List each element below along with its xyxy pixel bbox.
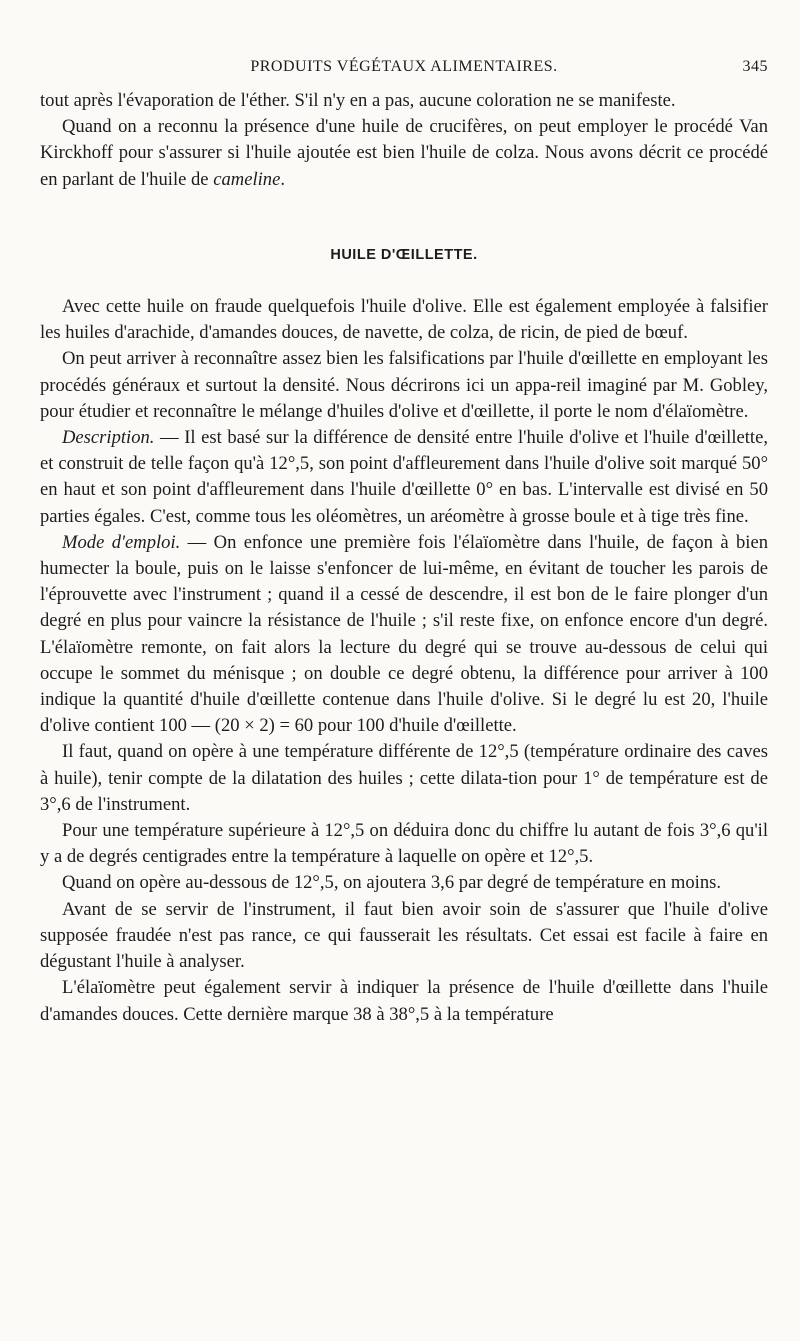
page-number: 345 [742, 58, 768, 75]
paragraph-rance: Avant de se servir de l'instrument, il faut bien avoir soin de s'assurer que l'huile d'olive supposée fraudée n'est pas rance, ce qui fausserait les résultats. Cet essai est facile à faire en dégustant l'huile à analyser. [40, 898, 768, 973]
paragraph-fraud: Avec cette huile on fraude quelquefois l'huile d'olive. Elle est également employée à falsifier les huiles d'arachide, d'amandes douces, de navette, de colza, de ricin, de pied de bœuf. [40, 296, 768, 344]
mode-emploi-lead: Mode d'emploi. [62, 531, 181, 553]
paragraph-higher-temp: Pour une température supérieure à 12°,5 on déduira donc du chiffre lu autant de fois 3°,6 qu'il y a de degrés centigrades entre la température à laquelle on opère et 12°,5. [40, 820, 768, 868]
paragraph-end: . [280, 168, 285, 190]
page-body [40, 88, 768, 1028]
paragraph-continued: tout après l'évaporation de l'éther. S'il n'y en a pas, aucune coloration ne se manifeste. [40, 90, 676, 111]
italic-term: cameline [213, 168, 281, 190]
paragraph-text: Quand on a reconnu la présence d'une huile de crucifères, on peut employer le procédé Van Kirckhoff pour s'assurer si l'huile ajoutée est bien l'huile de colza. Nous avons décrit ce procédé en parlant de l'huile de [40, 116, 768, 190]
paragraph-text: — Il est basé sur la différence de densité entre l'huile d'olive et l'huile d'œillette, et construit de telle façon qu'à 12°,5, son point d'affleurement dans l'huile d'olive soit marqué 50° en haut et son point d'affleurement dans l'huile d'œillette 0° en bas. L'intervalle est divisé en 50 parties égales. C'est, comme tous les oléomètres, un aréomètre à grosse boule et à tige très fine. [40, 427, 768, 527]
page-header [40, 58, 768, 84]
paragraph-crucifers [40, 114, 768, 193]
paragraph-elaiometer: On peut arriver à reconnaître assez bien les falsifications par l'huile d'œillette en employant les procédés généraux et surtout la densité. Nous décrirons ici un appa-reil imaginé par M. Gobley, pour étudier et reconnaître le mélange d'huiles d'olive et d'œillette, il porte le nom d'élaïomètre. [40, 348, 768, 422]
running-title: PRODUITS VÉGÉTAUX ALIMENTAIRES. [250, 58, 558, 75]
paragraph-temperature: Il faut, quand on opère à une température différente de 12°,5 (température ordinaire des caves à huile), tenir compte de la dilatation des huiles ; cette dilata-tion pour 1° de température est de 3°,6 de l'instrument. [40, 741, 768, 815]
section-title: HUILE D'ŒILLETTE. [330, 246, 478, 263]
paragraph-almond: L'élaïomètre peut également servir à indiquer la présence de l'huile d'œillette dans l'huile d'amandes douces. Cette dernière marque 38 à 38°,5 à la température [40, 977, 768, 1025]
paragraph-description [40, 425, 768, 530]
paragraph-lower-temp: Quand on opère au-dessous de 12°,5, on ajoutera 3,6 par degré de température en moins. [62, 872, 722, 894]
paragraph-text: — On enfonce une première fois l'élaïomètre dans l'huile, de façon à bien humecter la boule, puis on le laisse s'enfoncer de lui-même, en évitant de toucher les parois de l'éprouvette avec l'instrument ; quand il a cessé de descendre, il est bon de le faire plonger d'un degré en plus pour vaincre la résistance de l'huile ; s'il reste fixe, on enfonce encore d'un degré. L'élaïomètre remonte, on fait alors la lecture du degré qui se trouve au-dessous de celui qui occupe le sommet du ménisque ; on double ce degré obtenu, la différence pour arriver à 100 indique la quantité d'huile d'œillette contenue dans l'huile d'olive. Si le degré lu est 20, l'huile d'olive contient 100 — (20 × 2) = 60 pour 100 d'huile d'œillette. [40, 531, 769, 737]
paragraph-mode-emploi [40, 530, 768, 740]
description-lead: Description. [62, 427, 155, 449]
